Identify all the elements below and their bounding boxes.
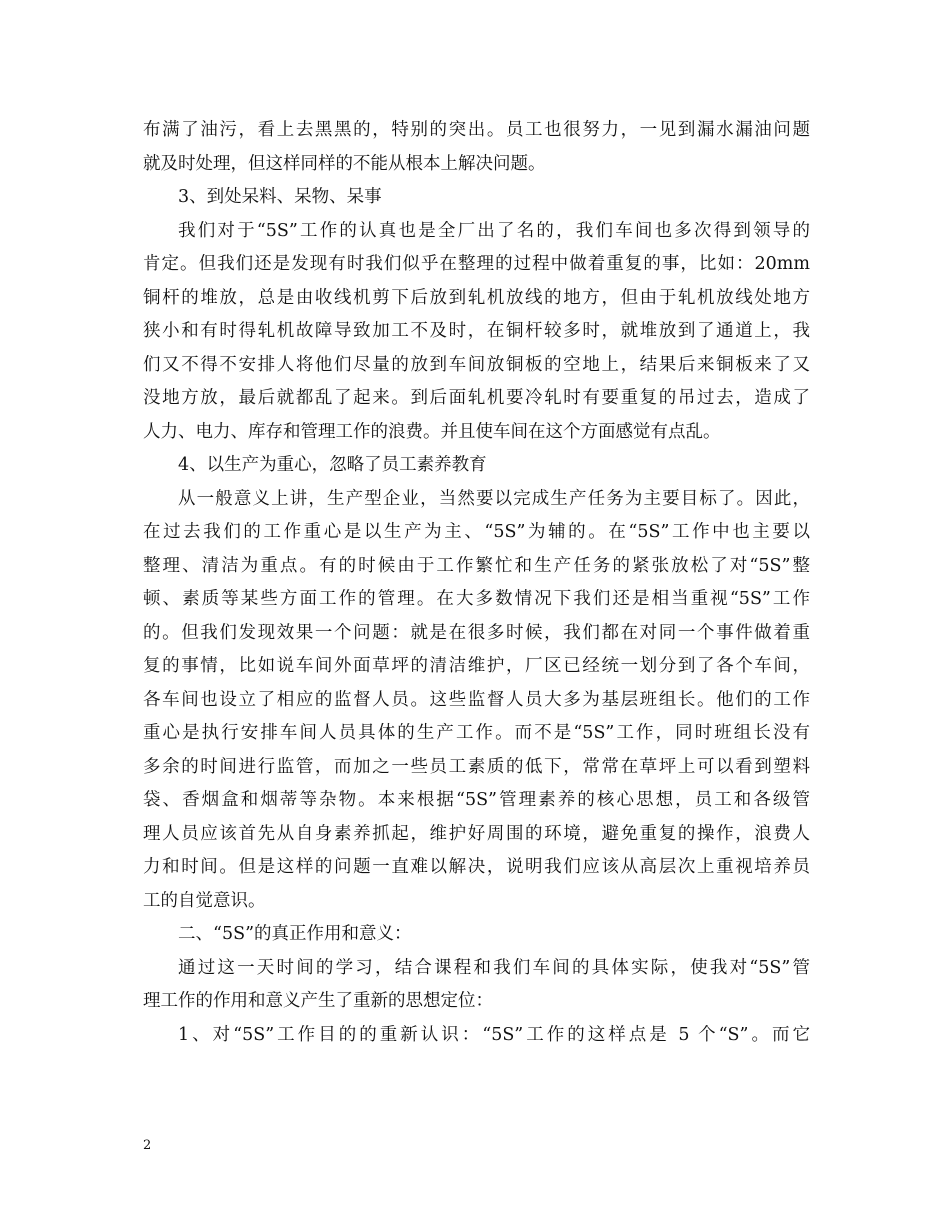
text-line: 们又不得不安排人将他们尽量的放到车间放铜板的空地上，结果后来铜板来了又: [143, 354, 810, 375]
text-line: 肯定。但我们还是发现有时我们似乎在整理的过程中做着重复的事，比如：20mm: [143, 254, 810, 274]
page-number: 2: [143, 1138, 152, 1153]
document-body: [143, 114, 810, 1052]
text-line: 通过这一天时间的学习，结合课程和我们车间的具体实际，使我对“5S”管: [178, 957, 810, 978]
text-line: 在过去我们的工作重心是以生产为主、“5S”为辅的。在“5S”工作中也主要以: [143, 522, 810, 542]
text-line: 理人员应该首先从自身素养抓起，维护好周围的环境，避免重复的操作，浪费人: [143, 823, 810, 844]
text-line: 重心是执行安排车间人员具体的生产工作。而不是“5S”工作，同时班组长没有: [143, 723, 810, 743]
text-line: 理工作的作用和意义产生了重新的思想定位：: [143, 991, 493, 1011]
text-line: 的。但我们发现效果一个问题：就是在很多时候，我们都在对同一个事件做着重: [143, 622, 810, 643]
section-heading: 3、到处呆料、呆物、呆事: [178, 187, 382, 207]
text-line: 各车间也设立了相应的监督人员。这些监督人员大多为基层班组长。他们的工作: [143, 689, 810, 710]
text-line: 人力、电力、库存和管理工作的浪费。并且使车间在这个方面感觉有点乱。: [143, 421, 721, 442]
text-line: 多余的时间进行监管，而加之一些员工素质的低下，常常在草坪上可以看到塑料: [143, 756, 810, 777]
text-line: 工的自觉意识。: [143, 890, 266, 911]
text-line: 狭小和有时得轧机故障导致加工不及时，在铜杆较多时，就堆放到了通道上，我: [143, 321, 810, 341]
text-line: 袋、香烟盒和烟蒂等杂物。本来根据“5S”管理素养的核心思想，员工和各级管: [143, 790, 810, 810]
text-line: 就及时处理，但这样同样的不能从根本上解决问题。: [143, 153, 546, 174]
section-heading: 二、“5S”的真正作用和意义：: [178, 924, 412, 944]
text-line: 布满了油污，看上去黑黑的，特别的突出。员工也很努力，一见到漏水漏油问题: [143, 120, 810, 140]
text-line: 从一般意义上讲，生产型企业，当然要以完成生产任务为主要目标了。因此，: [178, 488, 810, 509]
section-heading: 4、以生产为重心，忽略了员工素养教育: [178, 455, 487, 475]
text-line: 顿、素质等某些方面工作的管理。在大多数情况下我们还是相当重视“5S”工作: [143, 589, 810, 609]
text-line: 整理、清洁为重点。有的时候由于工作繁忙和生产任务的紧张放松了对“5S”整: [143, 555, 810, 576]
text-line: 1、对“5S”工作目的的重新认识：“5S”工作的这样点是 5 个“S”。而它: [178, 1024, 810, 1045]
text-line: 铜杆的堆放，总是由收线机剪下后放到轧机放线的地方，但由于轧机放线处地方: [143, 287, 810, 308]
text-line: 我们对于“5S”工作的认真也是全厂出了名的，我们车间也多次得到领导的: [178, 220, 810, 241]
text-line: 力和时间。但是这样的问题一直难以解决，说明我们应该从高层次上重视培养员: [143, 857, 810, 877]
text-line: 复的事情，比如说车间外面草坪的清洁维护，厂区已经统一划分到了各个车间，: [143, 656, 810, 676]
text-line: 没地方放，最后就都乱了起来。到后面轧机要冷轧时有要重复的吊过去，造成了: [143, 388, 810, 408]
